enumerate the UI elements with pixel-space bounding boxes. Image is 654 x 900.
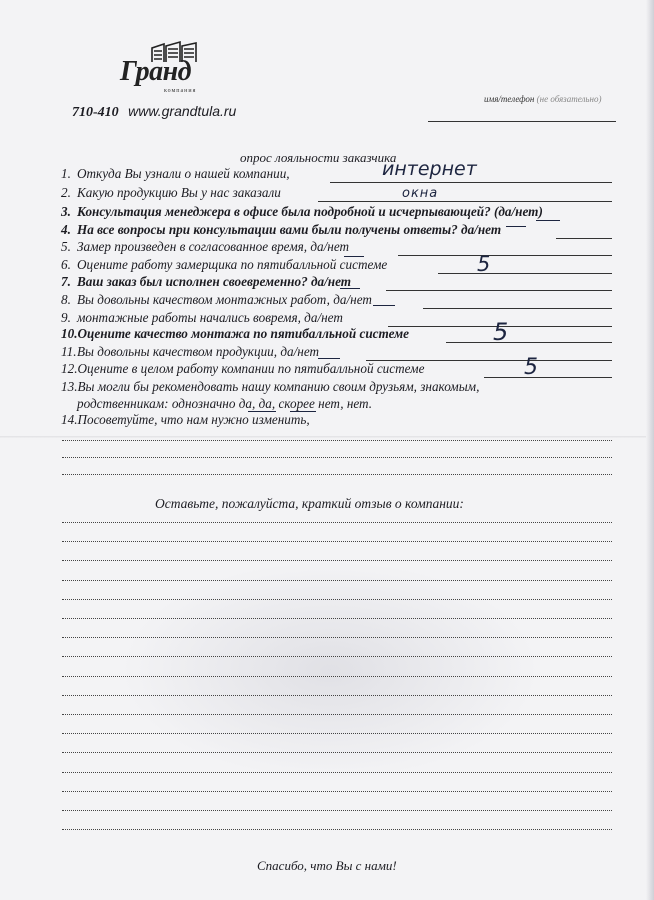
- review-line[interactable]: [62, 522, 612, 523]
- question-number: 6.: [61, 257, 71, 272]
- form-title: опрос лояльности заказчика: [240, 150, 397, 165]
- paper-fold: [0, 436, 654, 438]
- question-text: Оцените работу замерщика по пятибалльной системе: [77, 257, 388, 272]
- question-13-options: [61, 396, 372, 412]
- question-11: [61, 344, 319, 360]
- mark-answer-13a: [248, 411, 276, 412]
- review-line[interactable]: [62, 560, 612, 561]
- phone-number: 710-410: [72, 105, 119, 120]
- review-line[interactable]: [62, 695, 612, 696]
- suggestion-line[interactable]: [62, 440, 612, 441]
- question-4: [61, 222, 501, 238]
- review-line[interactable]: [62, 733, 612, 734]
- answer-12-field[interactable]: [484, 377, 612, 378]
- question-3: [61, 204, 543, 220]
- question-text: Оцените качество монтажа по пятибалльной системе: [77, 326, 410, 341]
- question-text: Откуда Вы узнали о нашей компании,: [77, 166, 290, 181]
- question-14: [61, 412, 310, 428]
- review-line[interactable]: [62, 541, 612, 542]
- review-line[interactable]: [62, 656, 612, 657]
- review-line[interactable]: [62, 791, 612, 792]
- suggestion-line[interactable]: [62, 474, 612, 475]
- answer-10-field[interactable]: [446, 342, 612, 343]
- mark-answer-13b: [290, 411, 316, 412]
- answer-2-field[interactable]: [318, 201, 612, 202]
- name-phone-text: имя/телефон: [484, 94, 535, 104]
- thank-you-text: Спасибо, что Вы с нами!: [257, 858, 397, 873]
- company-logo: [120, 40, 230, 102]
- suggestion-line[interactable]: [62, 457, 612, 458]
- question-5: [61, 239, 349, 255]
- review-line[interactable]: [62, 599, 612, 600]
- mark-answer-11: [318, 358, 340, 359]
- question-number: 1.: [61, 166, 71, 181]
- handwritten-answer-6: 5: [477, 252, 491, 276]
- question-number: 14.: [61, 412, 78, 427]
- question-number: 11.: [61, 344, 77, 359]
- question-6: [61, 257, 387, 273]
- question-number: 5.: [61, 239, 71, 254]
- question-text: Консультация менеджера в офисе была подробной и исчерпывающей? (да/нет): [77, 204, 543, 219]
- question-text: Замер произведен в согласованное время, да/нет: [77, 239, 350, 254]
- review-line[interactable]: [62, 714, 612, 715]
- mark-answer-5: [344, 256, 364, 257]
- mark-answer-4: [506, 226, 526, 227]
- question-9: [61, 310, 343, 326]
- question-text: Вы довольны качеством монтажных работ, да/нет: [77, 292, 372, 307]
- question-number: 8.: [61, 292, 71, 307]
- contact-line: [72, 103, 236, 121]
- question-text: Вы могли бы рекомендовать нашу компанию своим друзьям, знакомым,: [77, 379, 480, 394]
- question-text: монтажные работы начались вовремя, да/нет: [77, 310, 343, 325]
- review-line[interactable]: [62, 637, 612, 638]
- review-line[interactable]: [62, 580, 612, 581]
- handwritten-answer-10: 5: [493, 318, 509, 346]
- question-2: [61, 185, 281, 201]
- answer-5-field[interactable]: [398, 255, 612, 256]
- question-1: [61, 166, 290, 182]
- question-12: [61, 361, 424, 377]
- mark-answer-7: [340, 288, 360, 289]
- question-number: 9.: [61, 310, 71, 325]
- question-number: 3.: [61, 204, 71, 219]
- answer-4-field[interactable]: [556, 238, 612, 239]
- question-text: Вы довольны качеством продукции, да/нет: [77, 344, 320, 359]
- review-line[interactable]: [62, 829, 612, 830]
- question-number: 12.: [61, 361, 78, 376]
- review-line[interactable]: [62, 618, 612, 619]
- name-phone-field[interactable]: [428, 121, 616, 122]
- question-number: 7.: [61, 274, 71, 289]
- review-line[interactable]: [62, 772, 612, 773]
- question-8: [61, 292, 372, 308]
- brand-subtitle: компания: [164, 88, 197, 94]
- question-text: Ваш заказ был исполнен своевременно? да/нет: [77, 274, 352, 289]
- answer-7-field[interactable]: [386, 290, 612, 291]
- name-phone-hint: (не обязательно): [536, 94, 602, 104]
- question-7: [61, 274, 351, 290]
- paper-shadow: [120, 560, 540, 780]
- website-url: www.grandtula.ru: [128, 103, 237, 119]
- question-text: На все вопросы при консультации вами были получены ответы? да/нет: [77, 222, 502, 237]
- answer-6-field[interactable]: [438, 273, 612, 274]
- question-number: 10.: [61, 326, 78, 341]
- handwritten-answer-1: интернет: [382, 158, 477, 180]
- question-13: [61, 379, 479, 395]
- review-line[interactable]: [62, 810, 612, 811]
- handwritten-answer-2: окна: [402, 186, 439, 201]
- question-number: 13.: [61, 379, 78, 394]
- answer-8-field[interactable]: [423, 308, 612, 309]
- question-number: 2.: [61, 185, 71, 200]
- brand-name: Гранд: [120, 56, 192, 87]
- review-line[interactable]: [62, 752, 612, 753]
- question-text: Какую продукцию Вы у нас заказали: [77, 185, 281, 200]
- review-title: Оставьте, пожалуйста, краткий отзыв о компании:: [155, 496, 464, 511]
- question-number: 4.: [61, 222, 71, 237]
- name-phone-label: [484, 94, 601, 104]
- question-10: [61, 326, 409, 342]
- paper-edge: [646, 0, 654, 900]
- mark-answer-3: [536, 220, 560, 221]
- question-text: Посоветуйте, что нам нужно изменить,: [77, 412, 310, 427]
- question-text: Оцените в целом работу компании по пятибалльной системе: [77, 361, 425, 376]
- answer-1-field[interactable]: [330, 182, 612, 183]
- mark-answer-8: [373, 305, 395, 306]
- handwritten-answer-12: 5: [524, 355, 538, 380]
- question-text: родственникам: однозначно да, да, скорее нет, нет.: [77, 396, 373, 411]
- review-line[interactable]: [62, 676, 612, 677]
